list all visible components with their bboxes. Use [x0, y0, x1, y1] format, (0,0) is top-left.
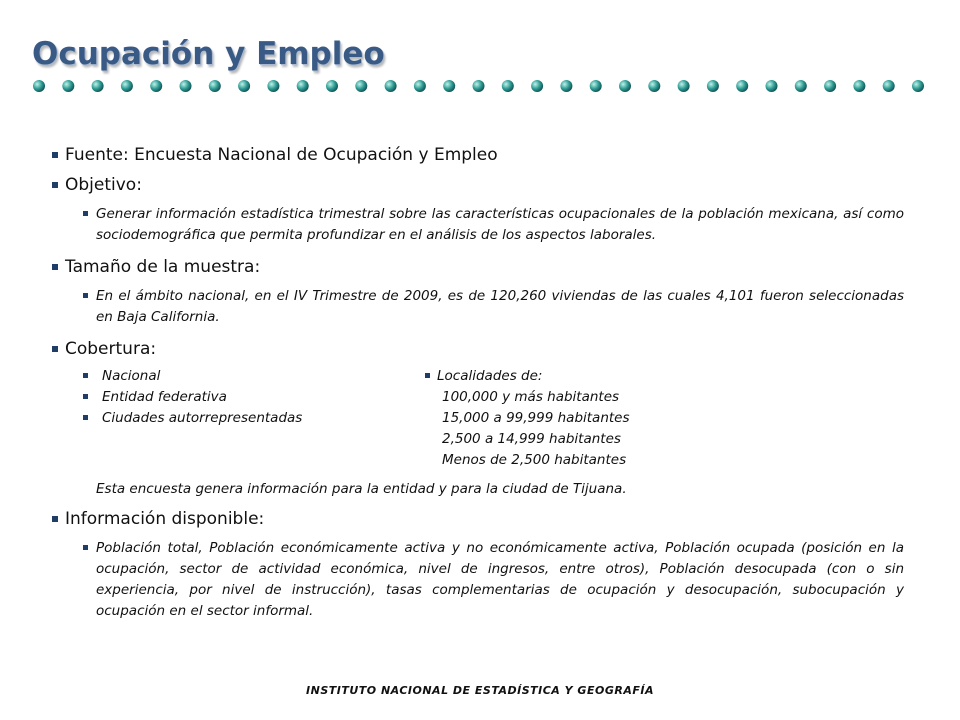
- divider-dot: [33, 80, 45, 92]
- cobertura-heading: Cobertura:: [52, 338, 904, 360]
- divider-dot: [92, 80, 104, 92]
- cobertura-item: Ciudades autorrepresentadas: [65, 408, 425, 429]
- title-dot-divider: [30, 76, 935, 96]
- informacion-text: Población total, Población económicamente activa y no económicamente activa, Población ocupada (posición en la ocupación, sector de actividad económica, nivel de ingresos, entre otros), Población desocupada (con o sin experiencia, por nivel de instrucción), tasas complementarias de ocupación y desocupación, subocupación y ocupación en el sector informal.: [65, 538, 904, 622]
- divider-dot: [678, 80, 690, 92]
- divider-dot: [502, 80, 514, 92]
- divider-dot: [209, 80, 221, 92]
- divider-dot: [648, 80, 660, 92]
- page-title: Ocupación y Empleo: [32, 36, 385, 72]
- divider-dot: [766, 80, 778, 92]
- muestra-heading: Tamaño de la muestra:: [52, 256, 904, 278]
- divider-dot: [180, 80, 192, 92]
- objetivo-heading: Objetivo:: [52, 174, 904, 196]
- objetivo-text: Generar información estadística trimestral sobre las características ocupacionales de la población mexicana, así como sociodemográfica que permita profundizar en el análisis de los aspectos laborales.: [65, 204, 904, 246]
- divider-dot: [414, 80, 426, 92]
- localidad-item: Menos de 2,500 habitantes: [442, 452, 627, 468]
- slide-content: [52, 144, 904, 622]
- divider-dot: [883, 80, 895, 92]
- divider-dot: [560, 80, 572, 92]
- localidad-item: 15,000 a 99,999 habitantes: [442, 410, 630, 426]
- divider-dot: [707, 80, 719, 92]
- localidad-item: 100,000 y más habitantes: [442, 389, 620, 405]
- footer-institution: INSTITUTO NACIONAL DE ESTADÍSTICA Y GEOGRAFÍA: [306, 684, 654, 697]
- divider-dot: [150, 80, 162, 92]
- divider-dot: [736, 80, 748, 92]
- cobertura-item: Entidad federativa: [65, 387, 425, 408]
- divider-dot: [795, 80, 807, 92]
- cobertura-left-column: [65, 366, 425, 471]
- divider-dot: [853, 80, 865, 92]
- cobertura-columns: [65, 366, 904, 471]
- divider-dot: [62, 80, 74, 92]
- divider-dot: [238, 80, 250, 92]
- informacion-heading: Información disponible:: [52, 508, 904, 530]
- divider-dot: [531, 80, 543, 92]
- divider-dot: [355, 80, 367, 92]
- fuente-item: Fuente: Encuesta Nacional de Ocupación y Empleo: [52, 144, 904, 166]
- divider-dot: [619, 80, 631, 92]
- localidad-item: 2,500 a 14,999 habitantes: [442, 431, 621, 447]
- divider-dot: [121, 80, 133, 92]
- cobertura-right-column: [425, 366, 845, 471]
- divider-dot: [590, 80, 602, 92]
- cobertura-note: Esta encuesta genera información para la entidad y para la ciudad de Tijuana.: [96, 481, 627, 497]
- localidades-label: Localidades de:: [425, 366, 845, 387]
- divider-dot: [267, 80, 279, 92]
- divider-dot: [385, 80, 397, 92]
- divider-dot: [912, 80, 924, 92]
- divider-dot: [443, 80, 455, 92]
- divider-dot: [326, 80, 338, 92]
- cobertura-item: Nacional: [65, 366, 425, 387]
- muestra-text: En el ámbito nacional, en el IV Trimestre de 2009, es de 120,260 viviendas de las cuales 4,101 fueron seleccionadas en Baja California.: [65, 286, 904, 328]
- divider-dot: [297, 80, 309, 92]
- divider-dot: [473, 80, 485, 92]
- divider-dot: [824, 80, 836, 92]
